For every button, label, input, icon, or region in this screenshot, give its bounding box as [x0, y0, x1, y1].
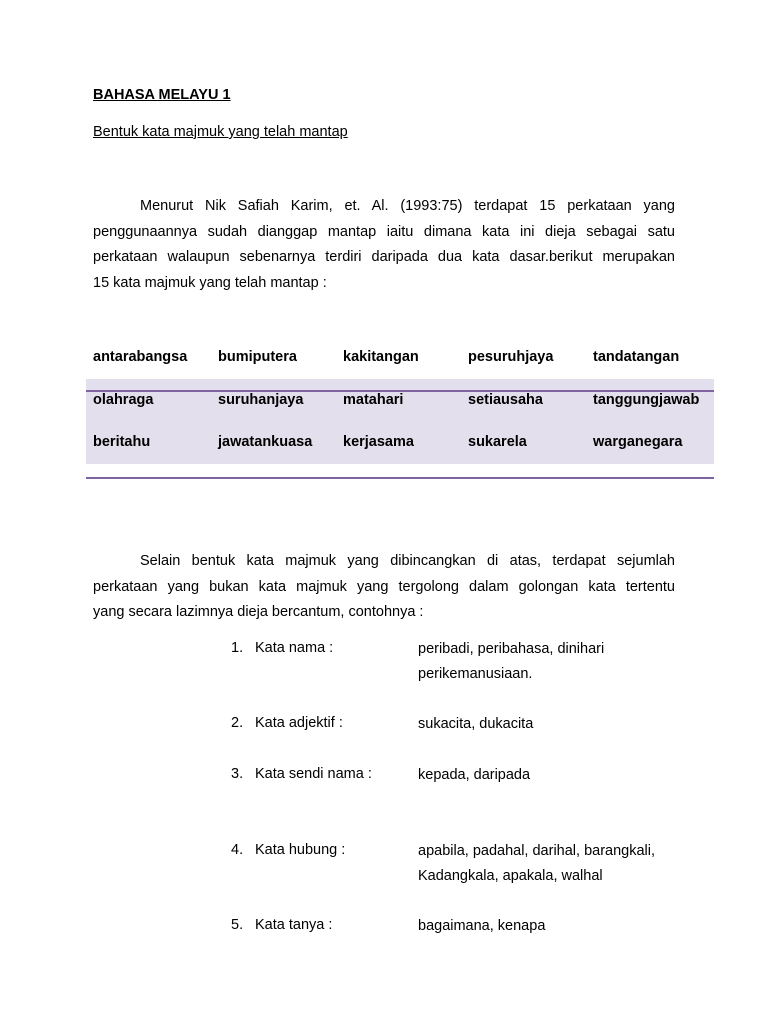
table-cell: suruhanjaya — [218, 391, 304, 408]
table-cell: kakitangan — [343, 349, 419, 365]
list-number: 3. — [231, 766, 244, 782]
list-number: 5. — [231, 917, 244, 933]
document-title: BAHASA MELAYU 1 — [93, 87, 231, 103]
table-cell: sukarela — [468, 434, 527, 450]
table-cell: bumiputera — [218, 349, 297, 365]
intro-paragraph-line: penggunaannya sudah dianggap mantap iaitu dimana kata ini dieja sebagai satu — [93, 223, 675, 240]
second-paragraph-line: Selain bentuk kata majmuk yang dibincangkan di atas, terdapat sejumlah — [140, 553, 675, 569]
document-subtitle: Bentuk kata majmuk yang telah mantap — [93, 124, 348, 140]
table-bottom-rule — [86, 477, 714, 479]
list-number: 4. — [231, 842, 244, 858]
list-value-line: Kadangkala, apakala, walhal — [418, 867, 603, 884]
second-paragraph-line: yang secara lazimnya dieja bercantum, contohnya : — [93, 604, 424, 620]
list-value-line: sukacita, dukacita — [418, 716, 534, 732]
list-label: Kata nama : — [255, 640, 334, 656]
table-cell: tandatangan — [593, 349, 680, 365]
table-cell: kerjasama — [343, 434, 414, 450]
second-paragraph-line: perkataan yang bukan kata majmuk yang tergolong dalam golongan kata tertentu — [93, 578, 675, 595]
table-cell: olahraga — [93, 391, 154, 408]
second-paragraph — [93, 549, 675, 626]
table-cell: warganegara — [593, 434, 683, 450]
list-label: Kata sendi nama : — [255, 766, 372, 782]
list-value-line: perikemanusiaan. — [418, 665, 533, 682]
table-divider — [86, 390, 714, 392]
list-values — [418, 637, 604, 686]
table-row — [86, 379, 714, 422]
list-value-line: peribadi, peribahasa, dinihari — [418, 641, 605, 657]
list-label: Kata hubung : — [255, 842, 346, 858]
intro-paragraph-line: perkataan walaupun sebenarnya terdiri daripada dua kata dasar.berikut merupakan — [93, 249, 675, 265]
table-cell: matahari — [343, 391, 404, 408]
list-number: 1. — [231, 640, 244, 656]
list-value-line: bagaimana, kenapa — [418, 918, 546, 934]
list-values — [418, 712, 533, 737]
table-row — [86, 421, 714, 464]
list-values — [418, 763, 530, 788]
table-cell: tanggungjawab — [593, 391, 700, 408]
table-cell: setiausaha — [468, 391, 543, 408]
table-row — [86, 336, 714, 379]
intro-paragraph — [93, 194, 675, 296]
intro-paragraph-line: 15 kata majmuk yang telah mantap : — [93, 274, 327, 291]
table-cell: antarabangsa — [93, 349, 188, 365]
compound-words-table — [86, 336, 714, 464]
table-cell: jawatankuasa — [218, 434, 313, 450]
intro-paragraph-line: Menurut Nik Safiah Karim, et. Al. (1993:75) terdapat 15 perkataan yang — [140, 198, 675, 214]
table-cell: beritahu — [93, 434, 151, 450]
list-label: Kata tanya : — [255, 917, 333, 933]
table-cell: pesuruhjaya — [468, 349, 554, 365]
list-label: Kata adjektif : — [255, 715, 343, 731]
list-number: 2. — [231, 715, 244, 731]
list-values — [418, 839, 655, 888]
list-value-line: kepada, daripada — [418, 767, 531, 783]
list-value-line: apabila, padahal, darihal, barangkali, — [418, 843, 656, 859]
list-values — [418, 914, 545, 939]
